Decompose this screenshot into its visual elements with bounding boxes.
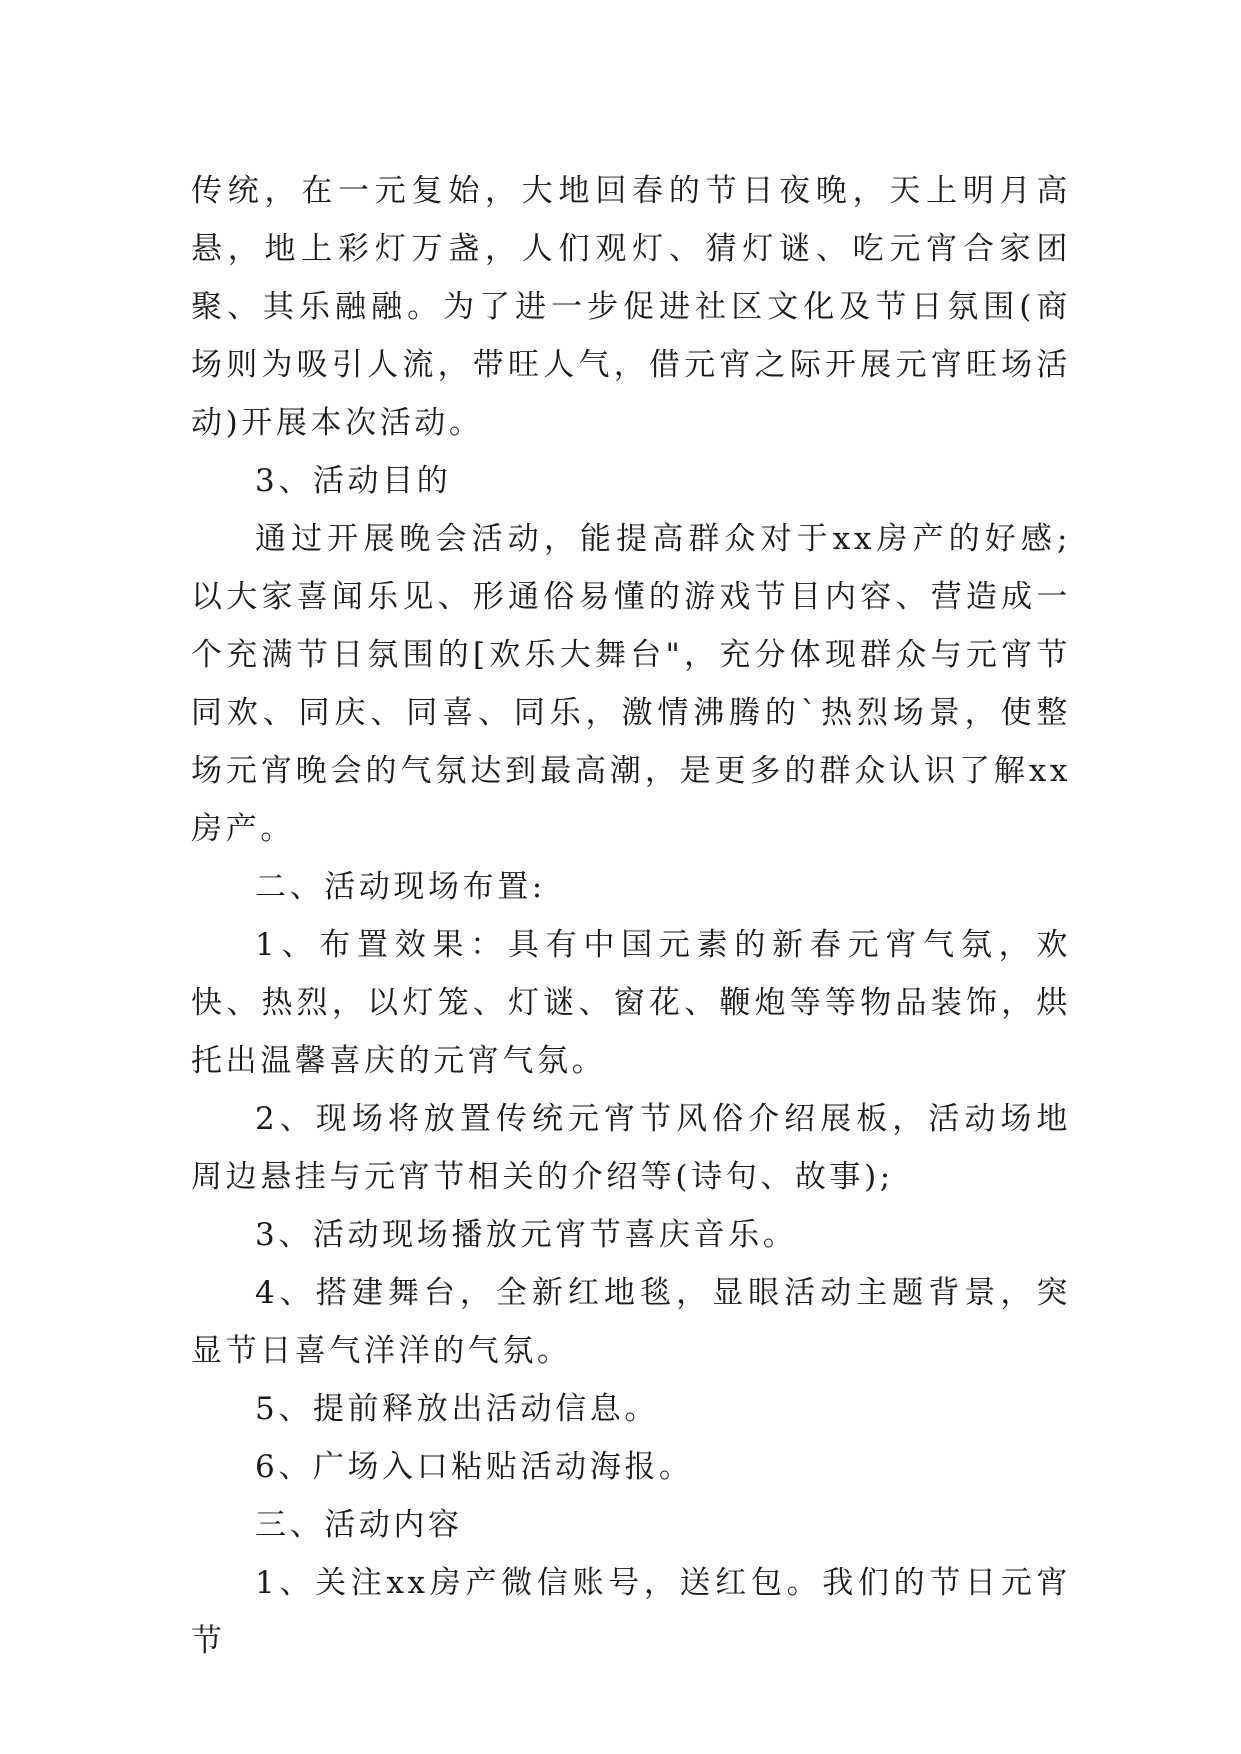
- document-body: [191, 162, 1071, 1670]
- paragraph-layout-item-1: 1、布置效果：具有中国元素的新春元宵气氛，欢快、热烈，以灯笼、灯谜、窗花、鞭炮等等物品装饰，烘托出温馨喜庆的元宵气氛。: [191, 927, 1071, 1079]
- paragraph-intro-continuation: 传统，在一元复始，大地回春的节日夜晚，天上明月高悬，地上彩灯万盏，人们观灯、猜灯谜、吃元宵合家团聚、其乐融融。为了进一步促进社区文化及节日氛围(商场则为吸引人流，带旺人气，借元宵之际开展元宵旺场活动)开展本次活动。: [191, 173, 1071, 441]
- paragraph-content-item-1: 1、关注xx房产微信账号，送红包。我们的节日元宵节: [191, 1565, 1071, 1659]
- heading-site-layout: 二、活动现场布置:: [255, 869, 546, 905]
- paragraph-layout-item-5: 5、提前释放出活动信息。: [255, 1391, 659, 1427]
- paragraph-layout-item-4: 4、搭建舞台，全新红地毯，显眼活动主题背景，突显节日喜气洋洋的气氛。: [191, 1275, 1071, 1369]
- paragraph-activity-purpose: 通过开展晚会活动，能提高群众对于xx房产的好感;以大家喜闻乐见、形通俗易懂的游戏节目内容、营造成一个充满节日氛围的[欢乐大舞台"，充分体现群众与元宵节同欢、同庆、同喜、同乐，激情沸腾的`热烈场景，使整场元宵晚会的气氛达到最高潮，是更多的群众认识了解xx房产。: [191, 521, 1071, 847]
- paragraph-layout-item-3: 3、活动现场播放元宵节喜庆音乐。: [255, 1217, 798, 1253]
- heading-activity-content: 三、活动内容: [255, 1507, 463, 1543]
- paragraph-layout-item-6: 6、广场入口粘贴活动海报。: [255, 1449, 694, 1485]
- paragraph-layout-item-2: 2、现场将放置传统元宵节风俗介绍展板，活动场地周边悬挂与元宵节相关的介绍等(诗句、故事);: [191, 1101, 1071, 1195]
- heading-activity-purpose: 3、活动目的: [255, 463, 452, 499]
